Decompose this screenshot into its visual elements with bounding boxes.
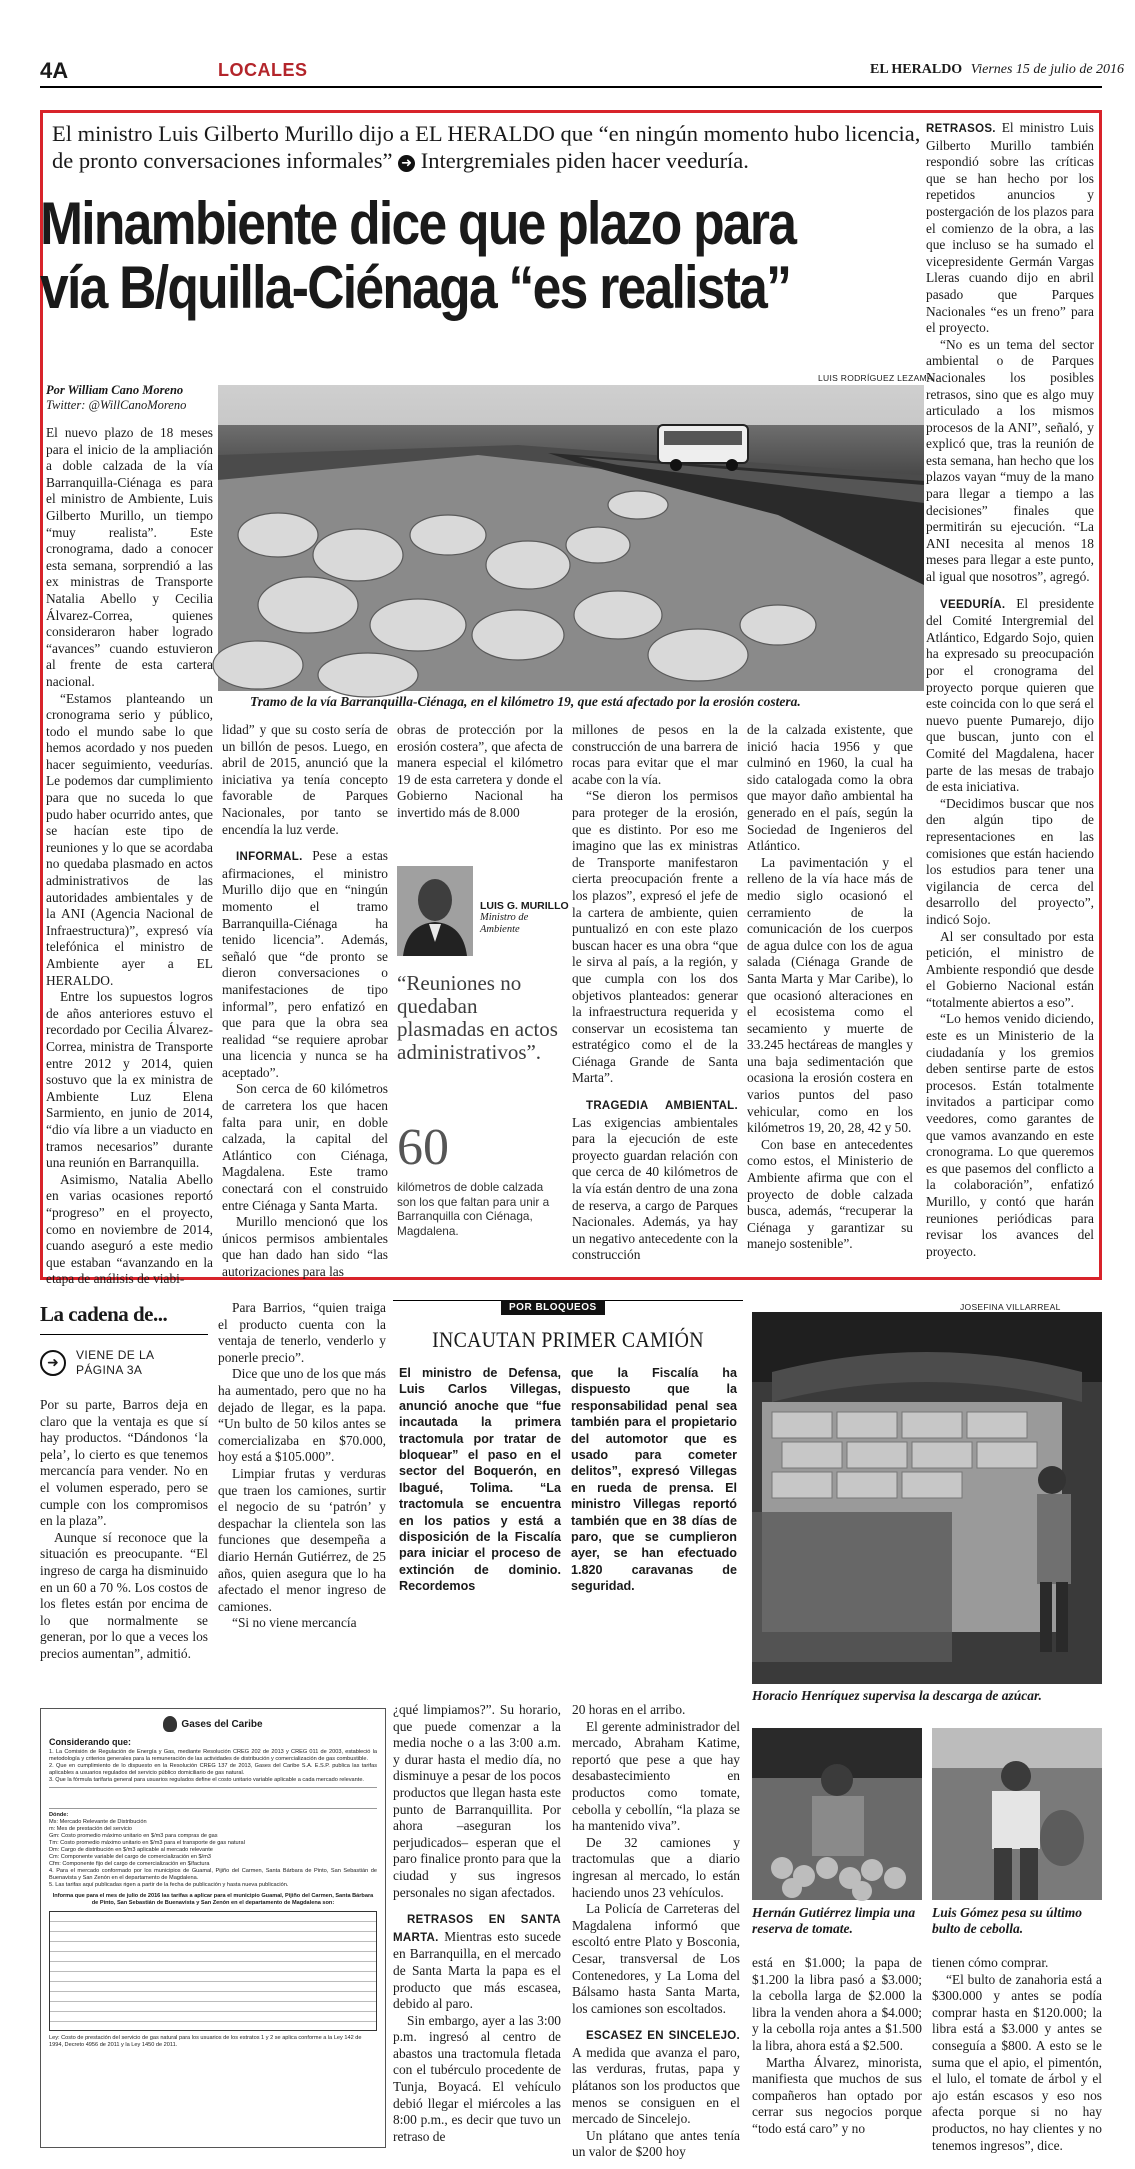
tomato-illustration xyxy=(752,1728,922,1900)
cadena-column-5 xyxy=(752,1955,922,2153)
cadena-rule xyxy=(40,1334,208,1335)
paragraph: Asimismo, Natalia Abello en varias ocasiones reportó “progreso” en el proyecto, como en noviembre de 2014, cuando aseguró a este medio que estaban “avanzando en la etapa de análisis de viabi- xyxy=(46,1171,213,1287)
issue-date: Viernes 15 de julio de 2016 xyxy=(970,62,1125,77)
paragraph: Al ser consultado por esta petición, el ministro de Ambiente respondió que desde el Gobierno Nacional están “totalmente abiertos a eso”. xyxy=(926,928,1094,1010)
ad-line: Cfm: Componente fijo del cargo de comercialización en $/factura xyxy=(49,1861,210,1867)
bloqueos-column-1: El ministro de Defensa, Luis Carlos Villegas, anunció anoche que “fue incautada la primera tractomula por tratar de bloquear” el paso en el sector del Boquerón, en Ibagué, Tolima. “La tractomula se encuentra en los patios y está a disposición de la Fiscalía para iniciar el proceso de extinción de dominio. Recordemos xyxy=(399,1366,561,1594)
paragraph: Murillo mencionó que los únicos permisos ambientales que han dado han sido “las autorizaciones para las xyxy=(222,1214,388,1279)
headline-line-1: Minambiente dice que plazo para xyxy=(40,190,796,257)
paragraph: El nuevo plazo de 18 meses para el inicio de la ampliación a doble calzada de la vía Barranquilla-Ciénaga es para el ministro de Ambiente, Luis Gilberto Murillo, un tiempo “muy realista”. Este cronograma, dado a conocer esta semana, sorprendió a las ex ministras de Transporte Natalia Abello y Cecilia Álvarez-Correa, quienes consideraron haber logrado “avances” cuando estuvieron al frente de esta cartera nacional. xyxy=(46,425,213,689)
paragraph: millones de pesos en la construcción de una barrera de rocas para evitar que el mar acabe con la vía. xyxy=(572,722,738,787)
byline xyxy=(46,383,216,413)
ad-brand: Gases del Caribe xyxy=(181,1718,263,1730)
ad-line: 4. Para el mercado conformado por los municipios de Guamal, Pijiño del Carmen, Santa Bárbara de Pinto, San Sebastián de Buenavista y San Zenón en el departamento de Magdalena. xyxy=(49,1868,377,1881)
ad-line: m: Mes de prestación del servicio xyxy=(49,1826,133,1832)
section-name: LOCALES xyxy=(218,60,308,80)
author-twitter[interactable]: Twitter: @WillCanoMoreno xyxy=(46,398,187,412)
paragraph-text: El ministro Luis Gilberto Murillo también respondió sobre las críticas que se han hecho por los repetidos anuncios y postergación de los plazos para el comienzo de la obra, a las que incluso se ha sumado el vicepresidente Germán Vargas Lleras cuando dijo en abril pasado que Parques Nacionales “es un freno” para el proyecto. xyxy=(926,120,1094,336)
paragraph: De 32 camiones y tractomulas que a diario ingresan al mercado, lo están haciendo unos 23 vehículos. xyxy=(572,1834,740,1900)
portrait-role: Ministro de Ambiente xyxy=(480,912,529,935)
cadena-column-6 xyxy=(932,1955,1102,2153)
onion-illustration xyxy=(932,1728,1102,1900)
headline xyxy=(40,192,805,320)
photos-credit: JOSEFINA VILLARREAL xyxy=(960,1302,1061,1312)
paragraph: Para Barrios, “quien traiga el producto cuenta con la ventaja de tenerlo, venderlo y ponerle precio”. xyxy=(218,1300,386,1365)
bloqueos-tag: POR BLOQUEOS xyxy=(501,1300,605,1315)
subhead-tragedia: TRAGEDIA AMBIENTAL. xyxy=(586,1100,738,1113)
ad-footer: Ley: Costo de prestación del servicio de gas natural para los usuarios de los estratos 1 y 2 se aplica conforme a la Ley 142 de 1994, Decreto 4956 de 2011 y la Ley 1450 de 2011. xyxy=(49,2035,362,2048)
ad-line: Gm: Costo promedio máximo unitario en $/m3 para compras de gas xyxy=(49,1833,218,1839)
paragraph: “Si no viene mercancía xyxy=(232,1615,357,1631)
ad-tariff-table xyxy=(49,1911,377,2031)
paragraph-text: Las exigencias ambientales para la ejecución de este proyecto guardan relación con que cerca de 40 kilómetros de la vía están dentro de una zona de reserva, a cargo de Parques Nacionales. Además, ya hay un negativo antecedente con la construcción xyxy=(572,1114,738,1263)
deck-link[interactable]: Intergremiales piden hacer veeduría. xyxy=(420,148,749,173)
paragraph: “No es un tema del sector ambiental o de Parques Nacionales los posibles retrasos, sino que es algo muy articulado a los mismos procesos de la ANI”, señaló, y explicó que, tras la reunión de esta semana, han hecho que los plazos vayan “muy de la mano para llegar a tiempo a las decisiones” finales que permitirán su ejecución. “La ANI necesita al menos 18 meses para llegar a este punto, al igual que nosotros”, agregó. xyxy=(926,336,1094,585)
ad-line: Tm: Costo promedio máximo unitario en $/m3 para el transporte de gas natural xyxy=(49,1840,245,1846)
paragraph: “Se dieron los permisos para proteger de la erosión, que es distinto. Por eso me imagino que las ex ministras de Transporte manifestaron cierta preocupación frente a los plazos”, expresó el jefe de la cartera de ambiente, quien puntualizó en con este plazo buscan hacer es una obra “que le sirva al país, a la región, y que cumpla con los dos objetivos planteados: generar la infraestructura requerida y conservar un ecosistema tan estratégico como el de la Ciénaga Grande de Santa Marta”. xyxy=(572,788,738,1086)
paragraph: “Lo hemos venido diciendo, este es un Ministerio de la ciudadanía y los gremios deben sentirse parte de estos procesos. Están totalmente invitados a participar como veedores, como garantes de que vamos avanzando en este cronograma. Lo que queremos es que pasemos del conflicto a la colaboración”, enfatizó Murillo, y contó que harán reuniones periódicas para revisar los avances del proyecto. xyxy=(926,1011,1094,1259)
photo-caption-right: Luis Gómez pesa su último bulto de cebolla. xyxy=(932,1905,1083,1936)
lead-column-6 xyxy=(926,120,1094,1265)
paragraph: tienen cómo comprar. xyxy=(932,1955,1049,1970)
minister-portrait xyxy=(397,866,473,956)
paragraph: Son cerca de 60 kilómetros de carretera los que hacen falta para unir, en doble calzada, la capital del Atlántico con Ciénaga, Magdalena. Este tramo conectará con el construido entre Ciénaga y Santa Marta. xyxy=(222,1081,388,1213)
lead-column-1 xyxy=(46,425,213,1287)
paper-name: EL HERALDO xyxy=(870,62,963,77)
paragraph: ¿qué limpiamos?”. Su horario, que puede comenzar a la media noche o a las 3:00 a.m. y durar hasta el medio día, no disminuye a pesar de los pocos productos que llegan hasta este punto de Barranquillita. Por ahora –aseguran los perjudicados– esperan que el paro finalice pronto para que la ciudad y sus ingresos personales no sigan afectados. xyxy=(393,1702,561,1900)
ad-line: Cm: Componente variable del cargo de comercialización en $/m3 xyxy=(49,1854,211,1860)
author: Por William Cano Moreno xyxy=(46,383,184,397)
paragraph: “Decidimos buscar que nos den algún tipo de representaciones en las comisiones que están haciendo los estudios para tener una vigilancia de cerca del desarrollo del proyecto”, indicó Sojo. xyxy=(926,795,1094,927)
paragraph: “Estamos planteando un cronograma serio y público, todo el mundo sabe lo que hemos acordado y nos pueden hacer seguimiento, veedurías. Le podemos dar cumplimiento para que no suceda lo que pudo haber ocurrido antes, que se hacían este tipo de reuniones y lo que se acordaba no quedaba plasmado en actos administrativos de las autoridades ambientales y de la ANI (Agencia Nacional de Infraestructura)”, expresó vía telefónica el ministro de Ambiente ayer a EL HERALDO. xyxy=(46,690,213,988)
subhead-santa-marta: RETRASOS EN SANTA MARTA. xyxy=(393,1914,561,1944)
paragraph: lidad” y que su costo sería de un billón de pesos. Luego, en abril de 2015, anunció que la iniciativa ya tenía concepto favorable de Parques Nacionales, por tanto se encendía la luz verde. xyxy=(222,722,388,837)
ad-line: 3. Que la fórmula tarifaria general para usuarios regulados define el costo unitario variable aplicable a cada mercado relevante. xyxy=(49,1777,364,1783)
paragraph-text: El presidente del Comité Intergremial del Atlántico, Edgardo Sojo, quien ha expresado su preocupación por el cronograma del proyecto porque quieren que este coincida con lo que será el nuevo puente Pumarejo, dijo que buscan, junto con el Comité del Magdalena, hacer parte de las mesas de trabajo de esta iniciativa. xyxy=(926,595,1094,795)
paragraph: Martha Álvarez, minorista, manifiesta que muchos de sus compañeros han optado por cerrar sus negocios porque “todo está caro” y no xyxy=(752,2054,922,2136)
ad-table-title: Informa que para el mes de julio de 2016 las tarifas a aplicar para el municipio Guamal, Pijiño del Carmen, Santa Bárbara de Pinto, San Sebastián de Buenavista y San Zenón en el departamento de Magdalena son: xyxy=(52,1893,374,1906)
paragraph xyxy=(926,120,1094,337)
paragraph: obras de protección por la erosión costera”, que afecta de manera especial el kilómetro 19 de esta carretera y donde el Gobierno Nacional ha invertido más de 8.000 xyxy=(397,722,563,820)
paragraph xyxy=(572,2027,740,2128)
paragraph-text: Pese a estas afirmaciones, el ministro Murillo dijo que en “ningún momento el tramo Barranquilla-Ciénaga ha tenido licencia”. Además, señaló que “de pronto se dieron conversaciones o manifestaciones de tipo informal”, pero enfatizó en que para que la obra sea realidad “se requiere aprobar una licencia y nunca se ha aceptado”. xyxy=(222,848,388,1080)
paragraph: Entre los supuestos logros de años anteriores estuvo el recordado por Cecilia Álvarez-Correa, ministra de Transporte entre 2012 y 2014, quien sostuvo que la ex ministra de Ambiente Luz Elena Sarmiento, en junio de 2014, “dio vía libre a un viaducto en tramos necesarios” durante una reunión en Barranquilla. xyxy=(46,989,213,1171)
arrow-right-icon: ➜ xyxy=(40,1350,66,1376)
photo-caption-left: Hernán Gutiérrez limpia una reserva de tomate. xyxy=(752,1905,916,1936)
ad-logo xyxy=(49,1715,377,1733)
stat-text: kilómetros de doble calzada son los que faltan para unir a Barranquilla con Ciénaga, Magdalena. xyxy=(397,1180,550,1238)
paragraph: La pavimentación y el relleno de la vía hace más de medio siglo ocasionó el cerramiento de la comunicación de los cuerpos de agua dulce con los de agua salada (Ciénaga Grande de Santa Marta y Mar Caribe), lo que ocasionó alteraciones en el ecosistema como el secamiento y muerte de 33.245 hectáreas de mangles y una baja sedimentación que ocasiona la erosión costera en varios puntos del paso vehicular, como en los kilómetros 19, 20, 28, 42 y 50. xyxy=(747,854,913,1136)
pull-quote: “Reuniones no quedaban plasmadas en actos administrativos”. xyxy=(397,971,558,1064)
paragraph xyxy=(926,596,1094,796)
ad-line: Dm: Cargo de distribución en $/m3 aplicable al mercado relevante xyxy=(49,1847,213,1853)
paragraph-text: A medida que avanza el paro, las verduras, frutas, papa y plátanos son los productos que menos se consiguen en el mercado de Sincelejo. xyxy=(572,2044,740,2127)
cadena-column-3 xyxy=(393,1702,561,2152)
paragraph: Limpiar frutas y verduras que traen los camiones, surtir el negocio de su ‘patrón’ y despachar la clientela son las funciones que desempeña a diario Hernán Gutiérrez, de 25 años, quien asegura que lo ha afectado el menor ingreso de camiones. xyxy=(218,1465,386,1614)
lead-column-5 xyxy=(747,722,913,1265)
paragraph: El gerente administrador del mercado, Abraham Katime, reportó que pese a que hay desabastecimiento en productos como tomate, cebolla y cebollín, “la plaza se ha mantenido viva”. xyxy=(572,1718,740,1834)
paragraph xyxy=(393,1911,561,2013)
bloqueos-title: INCAUTAN PRIMER CAMIÓN xyxy=(432,1327,704,1352)
deck-text: El ministro Luis Gilberto Murillo dijo a EL HERALDO que “en ningún momento hubo licencia, de pronto conversaciones informales” xyxy=(52,121,921,173)
photo-caption: Tramo de la vía Barranquilla-Ciénaga, en el kilómetro 19, que está afectado por la erosión costera. xyxy=(250,694,801,709)
paragraph: Un plátano que antes tenía un valor de $200 hoy xyxy=(572,2127,740,2160)
cadena-column-4 xyxy=(572,1702,740,2160)
ad-line: 2. Que en cumplimiento de lo dispuesto en la Resolución CREG 137 de 2013, Gases del Caribe S.A. E.S.P. publica las tarifas aplicables a usuarios regulados del servicio público domiciliario de gas natural. xyxy=(49,1763,377,1776)
paragraph: Aunque sí reconoce que la situación es preocupante. “El ingreso de carga ha disminuido en un 60 a 70 %. Los costos de los fletes están por encima de lo que normalmente se generan, por lo que a veces los precios aumentan”, admitió. xyxy=(40,1529,208,1661)
ad-line: 5. Las tarifas aquí publicadas rigen a partir de la fecha de publicación y hasta nueva publicación. xyxy=(49,1882,289,1888)
ad-body xyxy=(49,1749,377,1907)
ad-formula xyxy=(49,1787,377,1809)
tomato-photo xyxy=(752,1728,922,1900)
paragraph: La Policía de Carreteras del Magdalena informó que escoltó entre Plato y Bosconia, Cesar, transversal de Los Contenedores, y La Loma del Bálsamo hasta Santa Marta, los camiones son escoltados. xyxy=(572,1901,740,2016)
masthead xyxy=(870,62,1124,78)
gas-tariff-ad xyxy=(40,1708,386,2148)
header-rule xyxy=(40,86,1102,88)
lead-column-3 xyxy=(397,722,563,852)
headline-line-2: vía B/quilla-Ciénaga “es realista” xyxy=(40,254,791,321)
ad-line: 1. La Comisión de Regulación de Energía y Gas, mediante Resolución CREG 202 de 2013 y CREG 011 de 2003, estableció la metodología y criterios generales para la remuneración de las actividades de distribución y comercialización de gas combustible. xyxy=(49,1749,377,1762)
portrait-illustration xyxy=(397,866,473,956)
subhead-retrasos: RETRASOS. xyxy=(926,123,996,135)
photo-credit: LUIS RODRÍGUEZ LEZAMA xyxy=(818,373,933,383)
subhead-veeduria: VEEDURÍA. xyxy=(940,598,1006,611)
flame-icon xyxy=(163,1716,177,1732)
subhead-informal: INFORMAL. xyxy=(236,851,303,864)
page-number: 4A xyxy=(40,58,69,83)
paragraph: de la calzada existente, que inició hacia 1956 y que culminó en 1960, la cual ha sido catalogada como la obra que mayor daño ambiental ha generado en el país, según la Sociedad de Ingenieros del Atlántico. xyxy=(747,722,913,854)
paragraph: Dice que uno de los que más ha aumentado, pero que no ha dejado de llegar, es la papa. “Un bulto de 50 kilos antes se comercializaba en $70.000, hoy está a $105.000”. xyxy=(218,1366,386,1465)
portrait-name: LUIS G. MURILLO xyxy=(480,900,569,912)
stat-number: 60 xyxy=(397,1119,449,1176)
cadena-column-1 xyxy=(40,1397,208,1697)
arrow-circle-icon: ➜ xyxy=(398,155,415,172)
jump-reference[interactable] xyxy=(40,1346,210,1386)
truck-unloading-illustration xyxy=(752,1312,1102,1684)
lead-column-4 xyxy=(572,722,738,1265)
paragraph xyxy=(572,1097,738,1264)
bloqueos-box xyxy=(393,1300,743,1692)
lead-column-2 xyxy=(222,722,388,1279)
paragraph: está en $1.000; la papa de $1.200 la libra pasó a $3.000; la cebolla larga de $2.000 la libra la venden ahora a $4.000; y la cebolla roja antes a $1.500 la libra, ahora está a $2.500. xyxy=(752,1955,922,2053)
paragraph xyxy=(222,848,388,1081)
deck xyxy=(52,120,922,174)
jump-text: VIENE DE LA PÁGINA 3A xyxy=(76,1348,154,1377)
paragraph-text: Mientras esto sucede en Barranquilla, en el mercado de Santa Marta la papa es el producto que más escasea, debido al paro. xyxy=(393,1928,561,2012)
paragraph: Con base en antecedentes como estos, el Ministerio de Ambiente afirma que con el proyecto de doble calzada busca, además, “recuperar la Ciénaga y garantizar su manejo sostenible”. xyxy=(747,1136,913,1252)
road-erosion-photo xyxy=(218,385,924,691)
ad-line: Ms: Mercado Relevante de Distribución xyxy=(49,1819,147,1825)
ad-heading: Considerando que: xyxy=(49,1737,132,1747)
ad-line: Dónde: xyxy=(49,1812,69,1818)
subhead-sincelejo: ESCASEZ EN SINCELEJO. xyxy=(586,2030,740,2043)
paragraph: “El bulto de zanahoria está a $300.000 y antes se podía comprar hasta en $120.000; la libra está a $3.000 y antes se conseguía a $800. A esto se le suma que el apio, el pimentón, el lulo, el tomate de árbol y el ajo están escasos y eso nos afecta porque si no hay productos, no hay clientes y no tenemos ingresos”, dice. xyxy=(932,1971,1102,2153)
photo-caption-main: Horacio Henríquez supervisa la descarga de azúcar. xyxy=(752,1688,1042,1703)
cadena-title: La cadena de... xyxy=(40,1302,168,1326)
road-erosion-illustration xyxy=(218,385,924,691)
bloqueos-column-2: que la Fiscalía ha dispuesto que la responsabilidad penal sea también para el propietario del automotor que es usado para cometer delitos”, expresó Villegas en rueda de prensa. El ministro Villegas reportó también que en 38 días de paro, que se cumplieron ayer, se han efectuado 1.820 caravanas de seguridad. xyxy=(571,1366,737,1594)
cadena-column-2 xyxy=(218,1300,386,1690)
paragraph: Sin embargo, ayer a las 3:00 p.m. ingresó al centro de abastos una tractomula fletada con el tubérculo procedente de Tunja, Boyacá. El vehículo debió llegar el miércoles a las 8:00 p.m., es decir que tuvo un retraso de xyxy=(393,2012,561,2144)
onion-photo xyxy=(932,1728,1102,1900)
paragraph: 20 horas en el arribo. xyxy=(572,1702,686,1717)
truck-unloading-photo xyxy=(752,1312,1102,1684)
paragraph: Por su parte, Barros deja en claro que la ventaja es que sí hay productos. “Dándonos ‘la pela’, lo cierto es que tenemos mercancía para vender. No en el volumen esperado, pero se cumple con los compromisos en la plaza”. xyxy=(40,1397,208,1529)
portrait-label xyxy=(480,900,570,936)
